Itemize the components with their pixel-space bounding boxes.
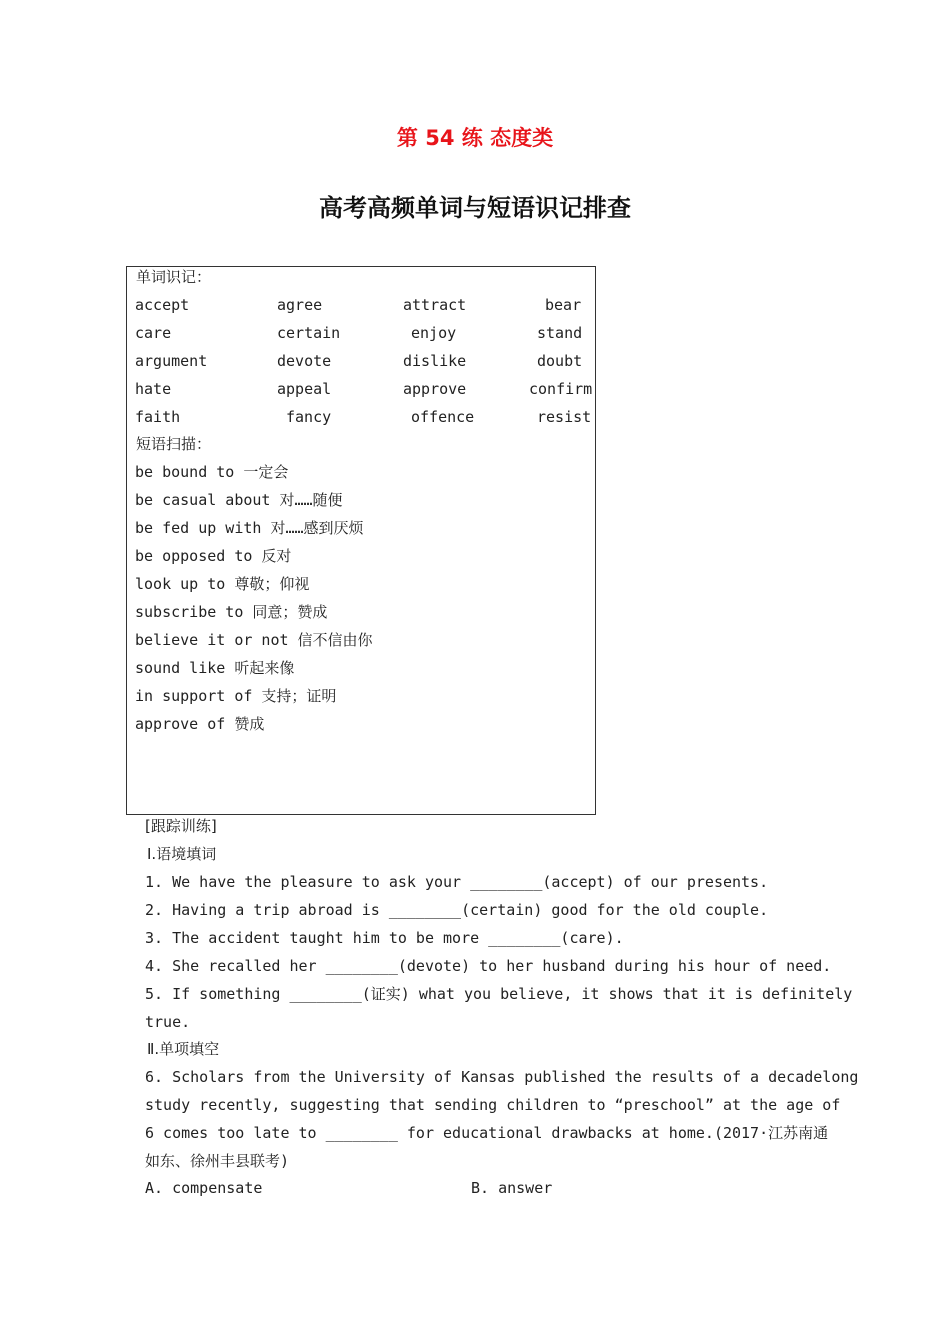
phrase-item: look up to 尊敬；仰视 [135,575,310,593]
page-title: 第 54 练 态度类 [396,126,554,150]
word: agree [277,296,323,314]
phrases-heading: 短语扫描： [136,435,212,453]
exercise-line: true. [145,1013,191,1031]
section-heading: Ⅰ.语境填词 [147,845,217,863]
option-b: B. answer [471,1179,553,1197]
word: fancy [286,408,332,426]
word: faith [135,408,181,426]
phrase-item: in support of 支持；证明 [135,687,337,705]
word: care [135,324,172,342]
phrase-item: approve of 赞成 [135,715,265,733]
phrase-item: be casual about 对……随便 [135,491,343,509]
phrase-item: subscribe to 同意；赞成 [135,603,328,621]
option-a: A. compensate [145,1179,263,1197]
practice-heading: [跟踪训练] [145,817,217,835]
word: doubt [537,352,583,370]
word: certain [277,324,341,342]
word: enjoy [411,324,457,342]
exercise-line: 3. The accident taught him to be more ________(care). [145,929,624,947]
exercise-line: 1. We have the pleasure to ask your ________(accept) of our presents. [145,873,769,891]
page-subtitle: 高考高频单词与短语识记排查 [319,194,631,222]
word: attract [403,296,467,314]
question-line: study recently, suggesting that sending children to “preschool” at the age of [145,1096,841,1114]
question-line: 6. Scholars from the University of Kansas published the results of a decadelong [145,1068,859,1086]
word: bear [545,296,582,314]
word: hate [135,380,172,398]
phrase-item: believe it or not 信不信由你 [135,631,373,649]
exercise-line: 2. Having a trip abroad is ________(certain) good for the old couple. [145,901,769,919]
exercise-line: 4. She recalled her ________(devote) to her husband during his hour of need. [145,957,832,975]
word: appeal [277,380,332,398]
word: approve [403,380,467,398]
words-heading: 单词识记： [136,268,212,286]
section-heading: Ⅱ.单项填空 [147,1040,220,1058]
word: argument [135,352,208,370]
phrase-item: be fed up with 对……感到厌烦 [135,519,364,537]
phrase-item: be opposed to 反对 [135,547,292,565]
word: stand [537,324,583,342]
question-line: 6 comes too late to ________ for educational drawbacks at home.(2017·江苏南通 [145,1124,829,1142]
phrase-item: be bound to 一定会 [135,463,289,481]
word: dislike [403,352,467,370]
word: resist [537,408,592,426]
question-line: 如东、徐州丰县联考) [145,1152,290,1170]
word: offence [411,408,475,426]
word: accept [135,296,190,314]
exercise-line: 5. If something ________(证实) what you believe, it shows that it is definitely [145,985,853,1003]
word: devote [277,352,332,370]
word: confirm [529,380,593,398]
phrase-item: sound like 听起来像 [135,659,295,677]
